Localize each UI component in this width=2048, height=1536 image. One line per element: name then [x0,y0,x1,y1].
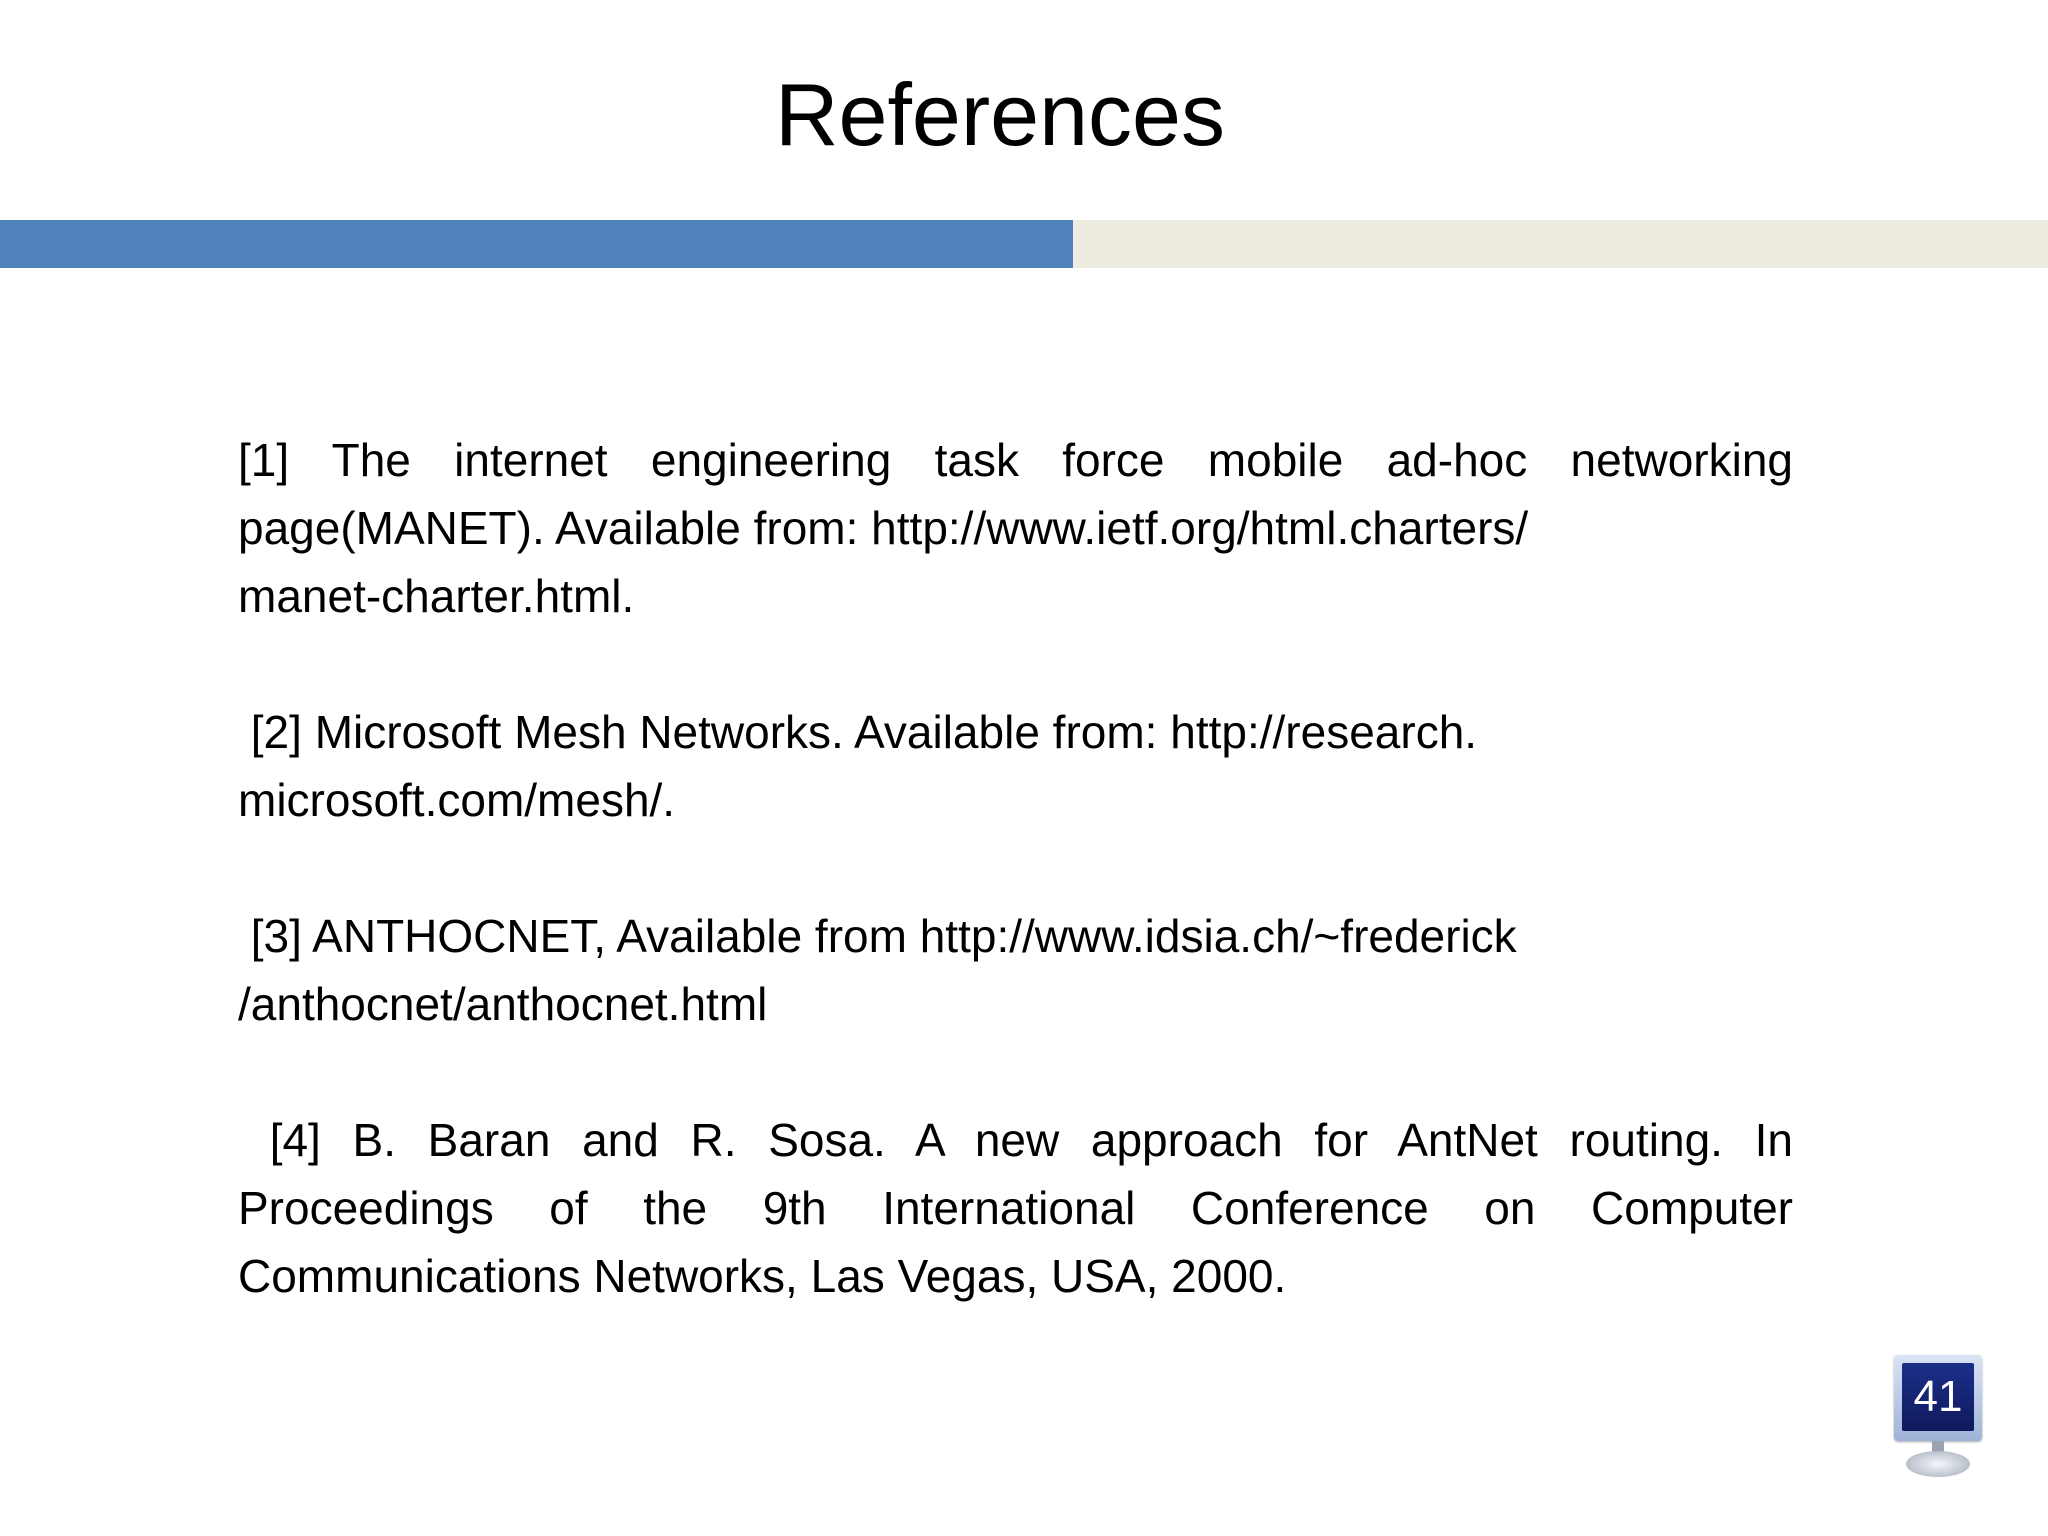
page-number-badge [1892,1355,1984,1495]
reference-4-line-1: [4] B. Baran and R. Sosa. A new approach for AntNet routing. In [238,1114,1794,1166]
monitor-stand [1906,1451,1970,1477]
page-number: 41 [1913,1372,1963,1421]
reference-4-line-2: Proceedings of the 9th International Conference on Computer [238,1182,1793,1234]
reference-3-line-1: [3] ANTHOCNET, Available from http://www.idsia.ch/~frederick [238,910,1517,962]
references-list [238,426,1793,1378]
title-underline-bar [0,220,2048,268]
reference-item-2 [238,698,1793,834]
reference-3-line-2: /anthocnet/anthocnet.html [238,978,768,1030]
title-bar-beige-segment [1073,220,2048,268]
reference-item-1 [238,426,1793,630]
reference-4-line-3: Communications Networks, Las Vegas, USA, 2000. [238,1250,1287,1302]
reference-item-4 [238,1106,1793,1310]
reference-2-line-1: [2] Microsoft Mesh Networks. Available from: http://research. [238,706,1478,758]
reference-2-line-2: microsoft.com/mesh/. [238,774,676,826]
reference-item-3 [238,902,1793,1038]
slide-title: References [774,65,1225,164]
reference-1-line-1: [1] The internet engineering task force mobile ad-hoc networking [238,434,1793,486]
title-bar-blue-segment [0,220,1073,268]
reference-1-line-2: page(MANET). Available from: http://www.ietf.org/html.charters/ [238,502,1529,554]
reference-1-line-3: manet-charter.html. [238,570,635,622]
